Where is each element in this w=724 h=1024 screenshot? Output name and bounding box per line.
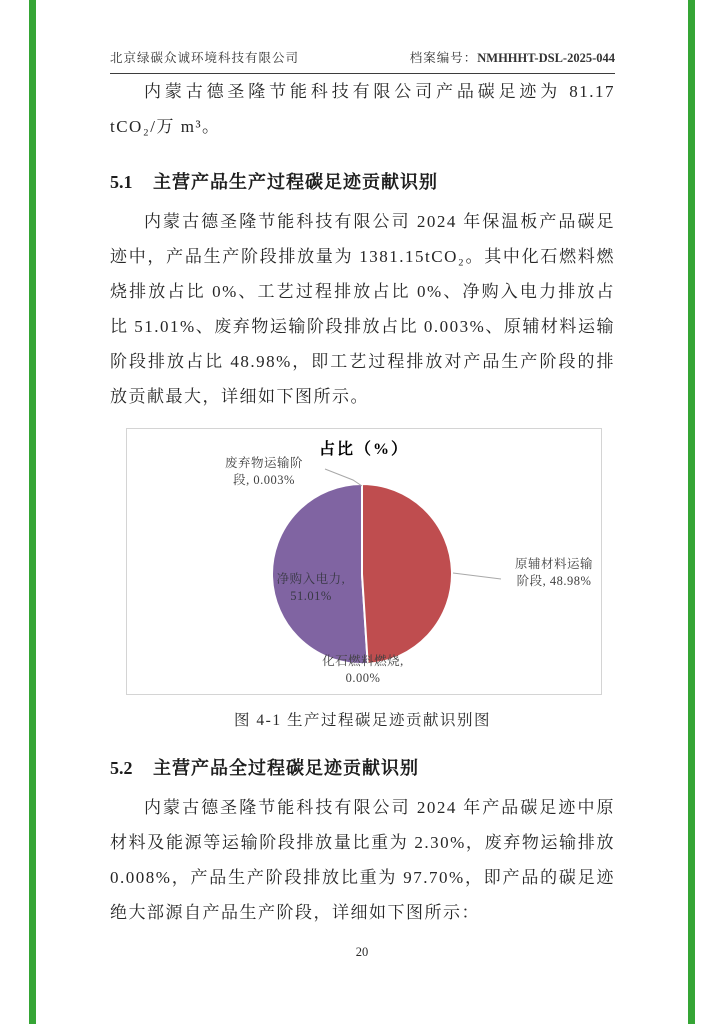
- leader-line-raw-materials: [453, 573, 501, 579]
- figure-4-1: [110, 428, 615, 730]
- intro-paragraph: 内蒙古德圣隆节能科技有限公司产品碳足迹为 81.17 tCO₂/万 m³。: [110, 82, 615, 136]
- page-content: [110, 0, 615, 930]
- section-5-2-title: 主营产品全过程碳足迹贡献识别: [153, 758, 419, 778]
- page-border-right: [688, 0, 695, 1024]
- section-5-1-paragraph: 内蒙古德圣隆节能科技有限公司 2024 年保温板产品碳足迹中，产品生产阶段排放量为 1381.15tCO₂。其中化石燃料燃烧排放占比 0%、工艺过程排放占比 0%、净购入电力排放占比 51.01%、废弃物运输阶段排放占比 0.003%、原辅材料运输阶段排放占比 48.98%，即工艺过程排放对产品生产阶段的排放贡献最大，详细如下图所示。: [110, 212, 615, 406]
- page-border-left: [29, 0, 36, 1024]
- pie-chart-title: 占比（%）: [318, 441, 409, 458]
- page-header: [110, 0, 615, 74]
- header-company-name: 北京绿碳众诚环境科技有限公司: [110, 51, 300, 65]
- section-5-1-number: 5.1: [110, 172, 133, 192]
- figure-4-1-caption: 图 4-1 生产过程碳足迹贡献识别图: [234, 712, 491, 729]
- archive-number-value: NMHHHT-DSL-2025-044: [477, 51, 615, 65]
- pie-label-fossil-fuel: 化石燃料燃烧, 0.00%: [322, 654, 404, 685]
- section-5-2-paragraph: 内蒙古德圣隆节能科技有限公司 2024 年产品碳足迹中原材料及能源等运输阶段排放量比重为 2.30%，废弃物运输排放 0.008%，产品生产阶段排放比重为 97.70%，即产品的碳足迹绝大部源自产品生产阶段，详细如下图所示：: [110, 798, 615, 922]
- section-5-1-title: 主营产品生产过程碳足迹贡献识别: [153, 172, 438, 192]
- archive-label: 档案编号：: [409, 51, 478, 65]
- section-5-2-number: 5.2: [110, 758, 133, 778]
- pie-label-purchased-electricity: 净购入电力, 51.01%: [276, 572, 346, 603]
- section-5-2-heading: [110, 754, 615, 780]
- page-number: 20: [355, 945, 369, 959]
- pie-label-waste-transport: 废弃物运输阶 段, 0.003%: [224, 456, 303, 487]
- section-5-1-heading: [110, 168, 615, 194]
- pie-chart: [126, 428, 602, 695]
- pie-label-raw-materials: 原辅材料运输 阶段, 48.98%: [514, 557, 593, 588]
- header-archive-number: [410, 48, 615, 66]
